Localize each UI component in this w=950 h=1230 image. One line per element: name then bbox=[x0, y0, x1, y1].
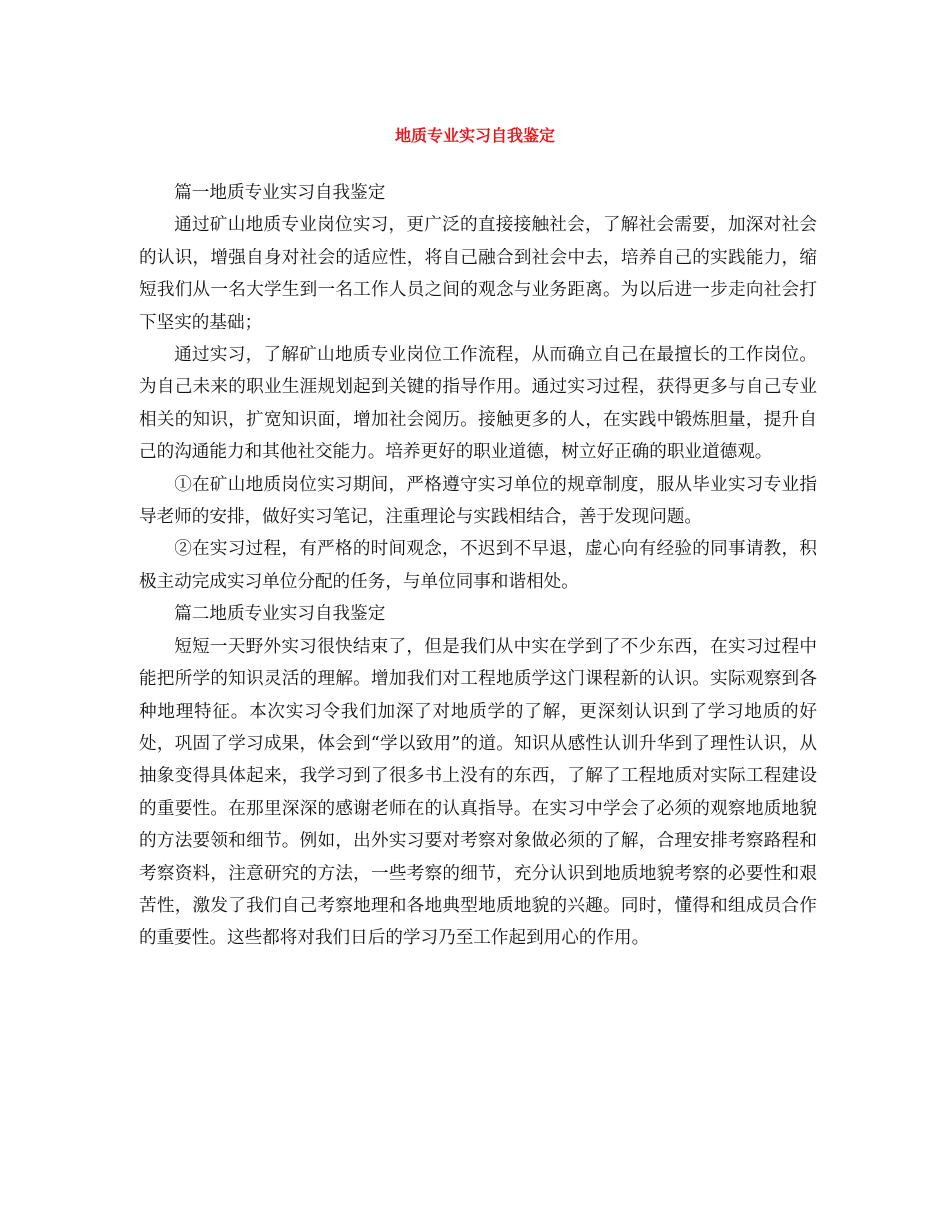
paragraph-3: ①在矿山地质岗位实习期间，严格遵守实习单位的规章制度，服从毕业实习专业指导老师的安排，做好实习笔记，注重理论与实践相结合，善于发现问题。 bbox=[139, 474, 817, 528]
section-heading-1: 篇一地质专业实习自我鉴定 bbox=[174, 183, 386, 203]
paragraph-1: 通过矿山地质专业岗位实习，更广泛的直接接触社会，了解社会需要，加深对社会的认识，增强自身对社会的适应性，将自己融合到社会中去，培养自己的实践能力，缩短我们从一名大学生到一名工作人员之间的观念与业务距离。为以后进一步走向社会打下坚实的基础； bbox=[139, 215, 817, 333]
paragraph-2: 通过实习，了解矿山地质专业岗位工作流程，从而确立自己在最擅长的工作岗位。为自己未来的职业生涯规划起到关键的指导作用。通过实习过程，获得更多与自己专业相关的知识，扩宽知识面，增加社会阅历。接触更多的人，在实践中锻炼胆量，提升自己的沟通能力和其他社交能力。培养更好的职业道德，树立好正确的职业道德观。 bbox=[139, 345, 817, 463]
section-heading-2: 篇二地质专业实习自我鉴定 bbox=[174, 604, 386, 625]
document-title: 地质专业实习自我鉴定 bbox=[394, 126, 555, 145]
paragraph-5: 短短一天野外实习很快结束了，但是我们从中实在学到了不少东西，在实习过程中能把所学的知识灵活的理解。增加我们对工程地质学这门课程新的认识。实际观察到各种地理特征。本次实习令我们加深了对地质学的了解，更深刻认识到了学习地质的好处，巩固了学习成果，体会到“学以致用”的道。知识从感性认训升华到了理性认识，从抽象变得具体起来，我学习到了很多书上没有的东西，了解了工程地质对实际工程建设的重要性。在那里深深的感谢老师在的认真指导。在实习中学会了必须的观察地质地貌的方法要领和细节。例如，出外实习要对考察对象做必须的了解，合理安排考察路程和考察资料，注意研究的方法，一些考察的细节，充分认识到地质地貌考察的必要性和艰苦性，激发了我们自己考察地理和各地典型地质地貌的兴趣。同时，懂得和组成员合作的重要性。这些都将对我们日后的学习乃至工作起到用心的作用。 bbox=[139, 636, 817, 949]
document-body bbox=[139, 177, 817, 955]
paragraph-4: ②在实习过程，有严格的时间观念，不迟到不早退，虚心向有经验的同事请教，积极主动完成实习单位分配的任务，与单位同事和谐相处。 bbox=[139, 539, 817, 592]
